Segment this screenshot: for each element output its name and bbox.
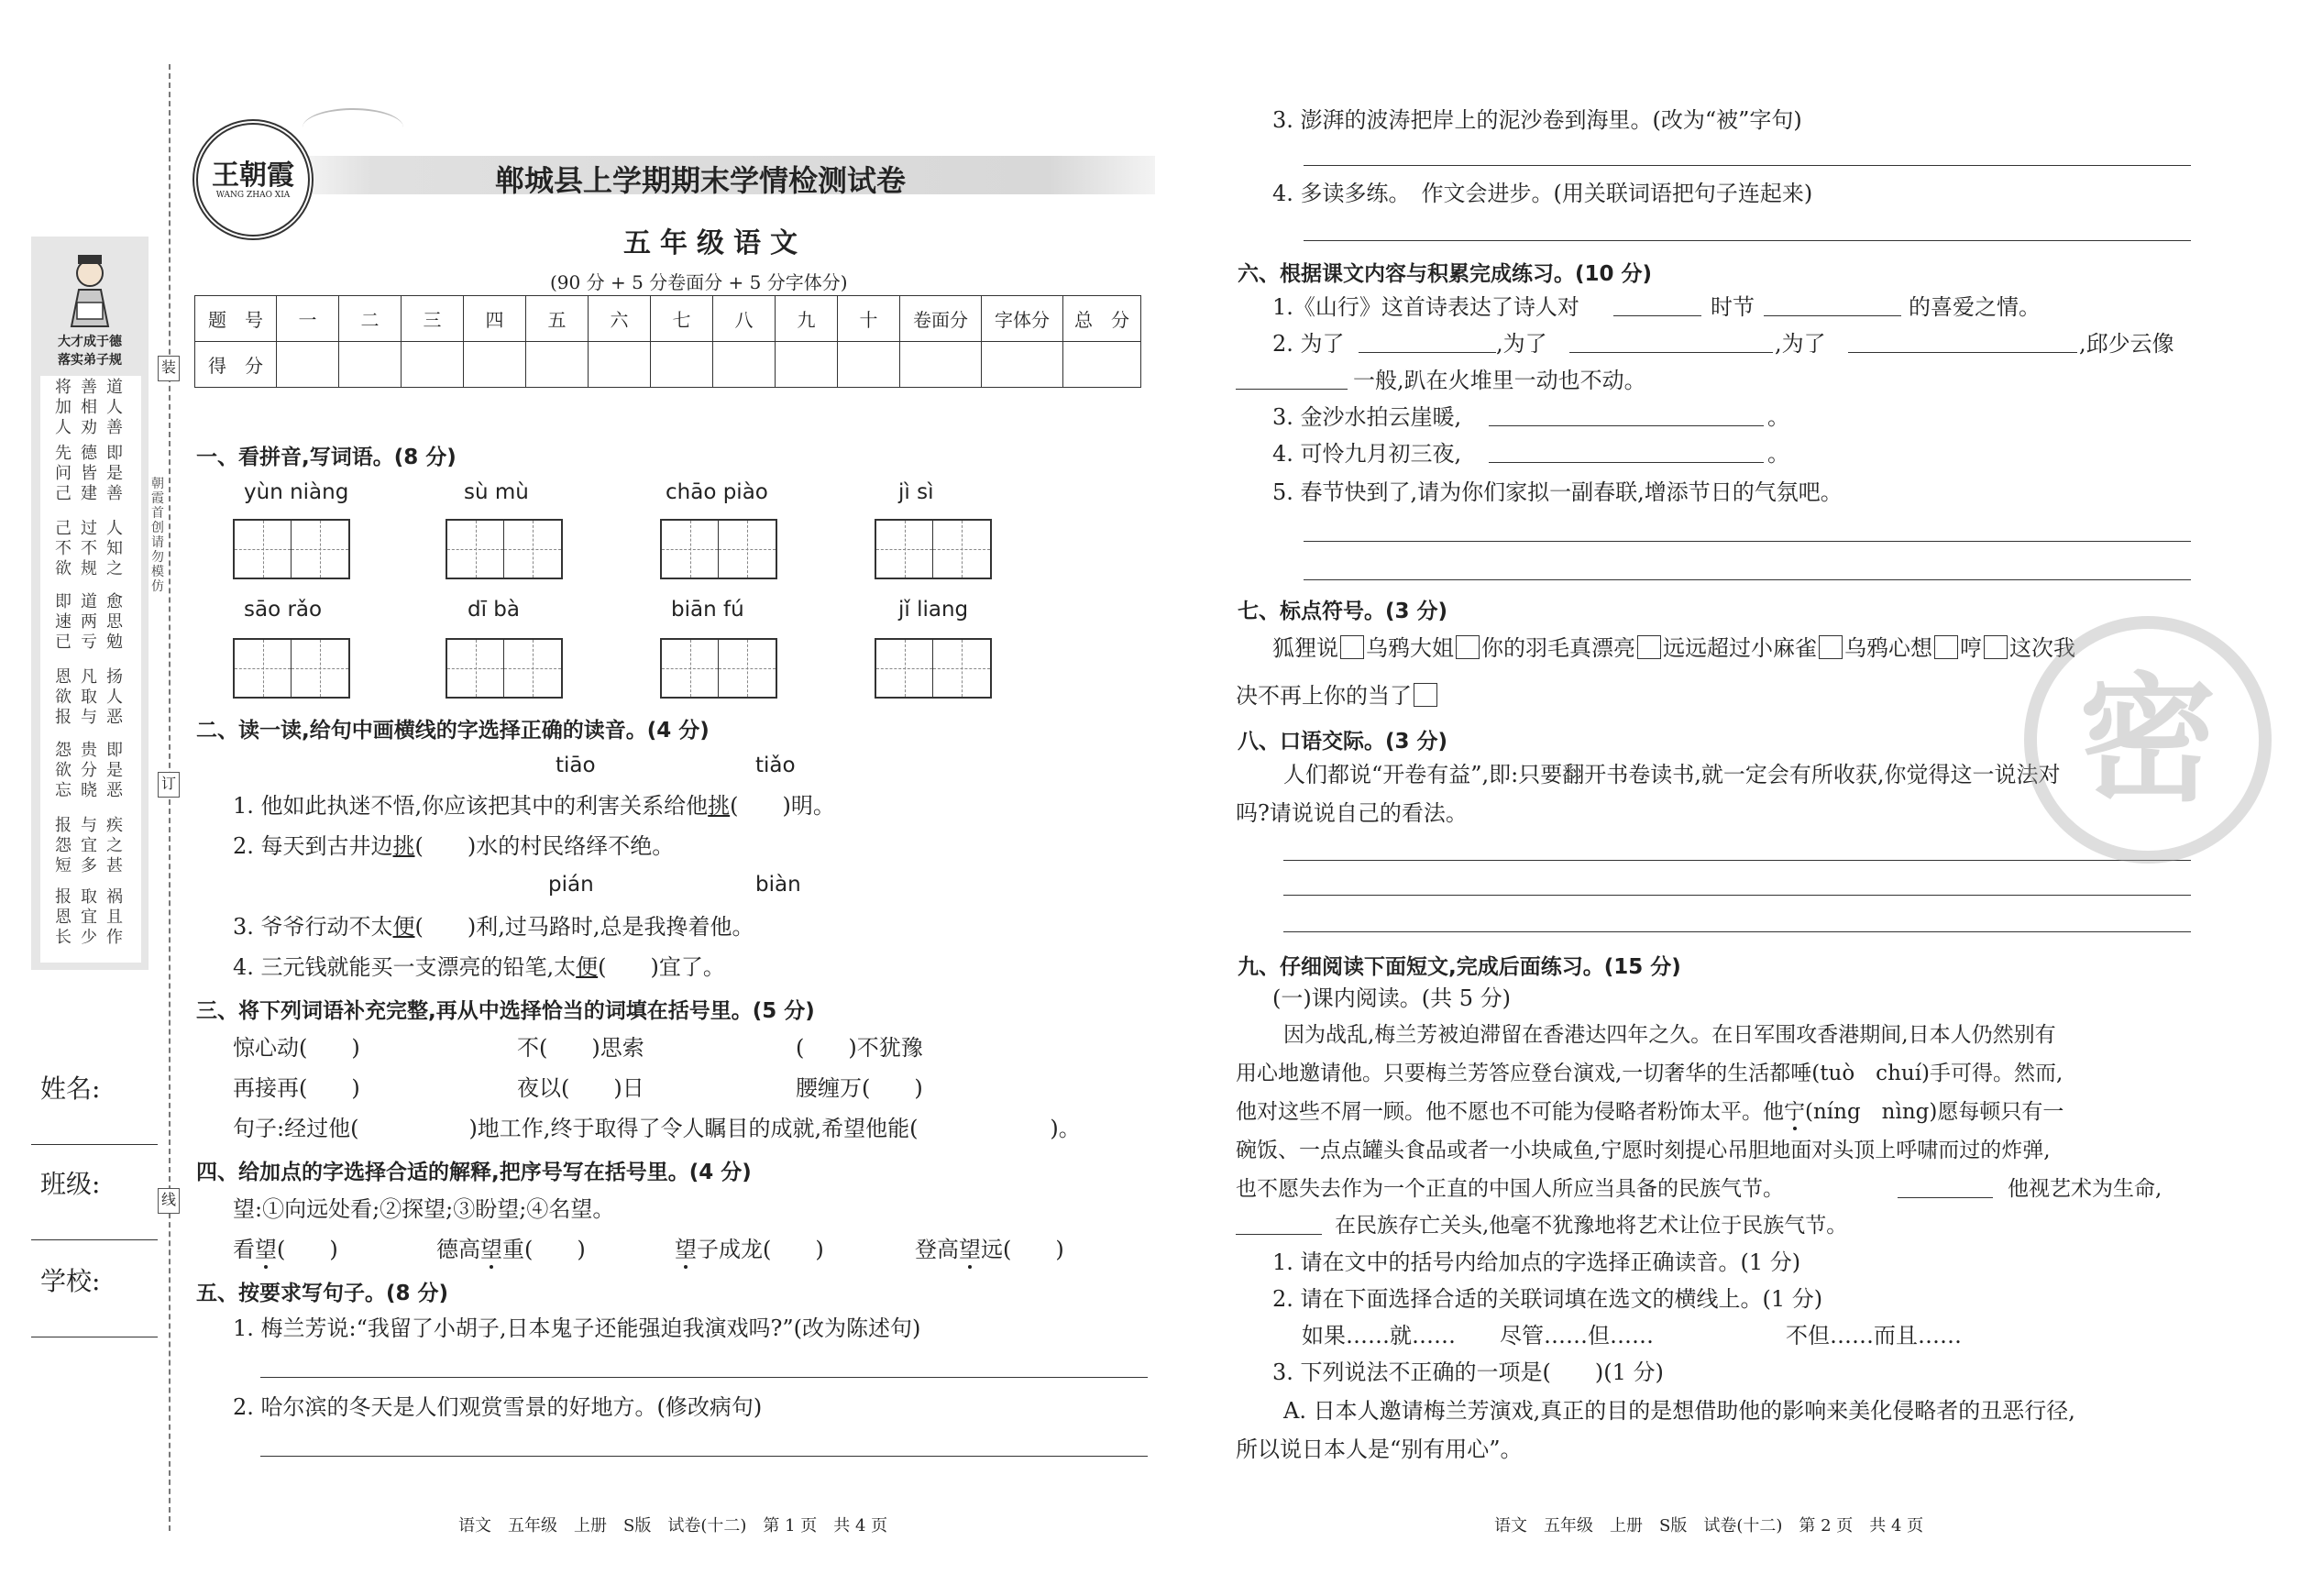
s7-sentence-2: 决不再上你的当了 bbox=[1236, 682, 1439, 710]
motto-col: 己不欲 bbox=[55, 519, 72, 578]
motto-col: 将加人 bbox=[55, 378, 72, 437]
s4-item: 德高望重( ) bbox=[436, 1237, 586, 1262]
punct-box[interactable] bbox=[1934, 635, 1958, 659]
score-table bbox=[194, 295, 1141, 388]
scholar-figure-icon bbox=[53, 246, 127, 328]
writing-grid[interactable] bbox=[233, 638, 350, 699]
section-3-title: 三、将下列词语补充完整,再从中选择恰当的词填在括号里。(5 分) bbox=[196, 999, 815, 1023]
s3-word: 夜以( )日 bbox=[517, 1075, 644, 1101]
motto-col: 贵分晓 bbox=[81, 741, 97, 800]
s7-sentence: 狐狸说 乌鸦大姐 你的羽毛真漂亮 远远超过小麻雀 乌鸦心想 哼 这次我 bbox=[1272, 635, 2075, 661]
answer-line[interactable] bbox=[1304, 541, 2191, 542]
s3-sentence: 句子:经过他( )地工作,终于取得了令人瞩目的成就,希望他能( )。 bbox=[233, 1116, 1081, 1141]
binding-mark-3: 线 bbox=[158, 1188, 180, 1214]
writing-grid[interactable] bbox=[446, 519, 563, 579]
motto-col: 即是恶 bbox=[106, 741, 123, 800]
blank[interactable] bbox=[1236, 1234, 1322, 1235]
motto-col: 祸且作 bbox=[106, 887, 123, 947]
s2-question-3: 3. 爷爷行动不太便( )利,过马路时,总是我搀着他。 bbox=[233, 914, 754, 940]
blank[interactable] bbox=[1848, 352, 2077, 353]
answer-line[interactable] bbox=[1304, 165, 2191, 166]
title-deco-ribbon bbox=[303, 108, 403, 147]
pinyin: jì sì bbox=[898, 480, 934, 504]
s6-end-mark: 。 bbox=[1767, 404, 1789, 430]
pinyin: yùn niàng bbox=[244, 480, 349, 504]
score-header: 八 bbox=[713, 296, 776, 342]
motto-col: 凡取与 bbox=[81, 667, 97, 727]
s3-word: ( )不犹豫 bbox=[796, 1035, 923, 1061]
s3-word: 腰缠万( ) bbox=[796, 1075, 923, 1101]
score-cell[interactable] bbox=[277, 342, 339, 388]
logo-text: 王朝霞 bbox=[212, 160, 294, 192]
confidential-stamp bbox=[2024, 616, 2272, 864]
pinyin: jǐ liang bbox=[898, 598, 969, 622]
motto-col: 即速已 bbox=[55, 592, 72, 652]
section-5-title: 五、按要求写句子。(8 分) bbox=[196, 1282, 449, 1305]
blank[interactable] bbox=[1359, 352, 1496, 353]
motto-col: 报怨短 bbox=[55, 816, 72, 875]
s5-question-4: 4. 多读多练。 作文会进步。(用关联词语把句子连起来) bbox=[1272, 181, 1813, 206]
motto-col: 道人善 bbox=[106, 378, 123, 437]
score-row-label: 得 分 bbox=[195, 342, 277, 388]
blank[interactable] bbox=[1489, 425, 1764, 426]
pinyin: sāo rǎo bbox=[244, 598, 323, 622]
s6-question-2c: ,为了 bbox=[1775, 331, 1826, 357]
score-cell[interactable] bbox=[713, 342, 776, 388]
class-label: 班级: bbox=[40, 1169, 101, 1199]
score-cell[interactable] bbox=[526, 342, 589, 388]
answer-line[interactable] bbox=[1283, 931, 2191, 932]
motto-col: 即是善 bbox=[106, 444, 123, 503]
s9-option-a: A. 日本人邀请梅兰芳演戏,真正的目的是想借助他的影响来美化侵略者的丑恶行径, bbox=[1283, 1398, 2075, 1424]
motto-col: 疾之甚 bbox=[106, 816, 123, 875]
motto-col: 恩欲报 bbox=[55, 667, 72, 727]
reading-line: 他对这些不屑一顾。他不愿也不可能为侵略者粉饰太平。他宁(níng nìng)愿每顿只有一 bbox=[1236, 1100, 2064, 1124]
binding-line bbox=[169, 64, 171, 1531]
s8-prompt: 人们都说“开卷有益”,即:只要翻开书卷读书,就一定会有所收获,你觉得这一说法对 bbox=[1283, 762, 2061, 787]
motto-col: 扬人恶 bbox=[106, 667, 123, 727]
motto-col: 先问己 bbox=[55, 444, 72, 503]
score-header: 三 bbox=[402, 296, 464, 342]
s4-item: 看望( ) bbox=[233, 1237, 338, 1262]
s2-question-2: 2. 每天到古井边挑( )水的村民络绎不绝。 bbox=[233, 833, 675, 859]
score-note: (90 分 + 5 分卷面分 + 5 分字体分) bbox=[550, 271, 848, 293]
subject-title: 五年级语文 bbox=[623, 227, 807, 259]
s9-question-1: 1. 请在文中的括号内给加点的字选择正确读音。(1 分) bbox=[1272, 1249, 1801, 1275]
answer-line[interactable] bbox=[260, 1377, 1148, 1378]
writing-grid[interactable] bbox=[875, 638, 992, 699]
s8-prompt-2: 吗?请说说自己的看法。 bbox=[1236, 800, 1468, 826]
s2-question-4: 4. 三元钱就能买一支漂亮的铅笔,太便( )宜了。 bbox=[233, 954, 725, 980]
pinyin-hint: tiǎo bbox=[755, 754, 796, 777]
motto-col: 人知之 bbox=[106, 519, 123, 578]
score-header: 九 bbox=[776, 296, 838, 342]
section-1-title: 一、看拼音,写词语。(8 分) bbox=[196, 446, 457, 469]
writing-grid[interactable] bbox=[660, 519, 777, 579]
reading-line: 碗饭、一点点罐头食品或者一小块咸鱼,宁愿时刻提心吊胆地面对头顶上呼啸而过的炸弹, bbox=[1236, 1139, 2051, 1162]
score-cell[interactable] bbox=[900, 342, 982, 388]
s6-question-2e: 一般,趴在火堆里一动也不动。 bbox=[1353, 368, 1646, 393]
s4-options: 望:①向远处看;②探望;③盼望;④名望。 bbox=[233, 1196, 615, 1222]
motto-col: 过不规 bbox=[81, 519, 97, 578]
section-6-title: 六、根据课文内容与积累完成练习。(10 分) bbox=[1238, 262, 1653, 286]
answer-line[interactable] bbox=[1283, 895, 2191, 896]
score-cell[interactable] bbox=[651, 342, 713, 388]
reading-line: 他视艺术为生命, bbox=[2008, 1177, 2162, 1201]
section-8-title: 八、口语交际。(3 分) bbox=[1238, 730, 1448, 754]
writing-grid[interactable] bbox=[875, 519, 992, 579]
punct-box[interactable] bbox=[1819, 635, 1843, 659]
footer-right: 语文 五年级 上册 S版 试卷(十二) 第 2 页 共 4 页 bbox=[1494, 1516, 1924, 1535]
pinyin-hint: tiāo bbox=[556, 754, 596, 777]
section-7-title: 七、标点符号。(3 分) bbox=[1238, 600, 1448, 623]
score-header: 六 bbox=[589, 296, 651, 342]
punct-box[interactable] bbox=[1984, 635, 2008, 659]
school-label: 学校: bbox=[40, 1266, 101, 1296]
brand-logo bbox=[193, 119, 314, 240]
logo-subtext: WANG ZHAO XIA bbox=[215, 191, 291, 200]
punct-box[interactable] bbox=[1340, 635, 1364, 659]
s5-question-3: 3. 澎湃的波涛把岸上的泥沙卷到海里。(改为“被”字句) bbox=[1272, 107, 1802, 133]
s3-word: 再接再( ) bbox=[233, 1075, 360, 1101]
s9-option: 尽管……但…… bbox=[1500, 1323, 1654, 1348]
score-header: 卷面分 bbox=[900, 296, 982, 342]
name-field[interactable] bbox=[31, 1144, 158, 1145]
score-cell[interactable] bbox=[464, 342, 526, 388]
motto-col: 道两亏 bbox=[81, 592, 97, 652]
s5-question-2: 2. 哈尔滨的冬天是人们观赏雪景的好地方。(修改病句) bbox=[233, 1394, 763, 1420]
name-label: 姓名: bbox=[40, 1073, 101, 1104]
score-cell[interactable] bbox=[1063, 342, 1141, 388]
reading-line: 也不愿失去作为一个正直的中国人所应当具备的民族气节。 bbox=[1236, 1177, 1784, 1201]
motto-col: 德皆建 bbox=[81, 444, 97, 503]
score-header: 总 分 bbox=[1063, 296, 1141, 342]
answer-line[interactable] bbox=[1283, 860, 2191, 861]
pinyin: dī bà bbox=[468, 598, 520, 622]
pinyin: chāo piào bbox=[666, 480, 768, 504]
punct-box[interactable] bbox=[1637, 635, 1661, 659]
s9-question-3: 3. 下列说法不正确的一项是( )(1 分) bbox=[1272, 1359, 1664, 1385]
score-header: 二 bbox=[339, 296, 402, 342]
motto-bottom: 落实弟子规 bbox=[58, 353, 122, 368]
blank[interactable] bbox=[1898, 1197, 1993, 1198]
score-header: 五 bbox=[526, 296, 589, 342]
score-header: 四 bbox=[464, 296, 526, 342]
binding-mark-1: 装 bbox=[158, 356, 180, 381]
motto-col: 与宜多 bbox=[81, 816, 97, 875]
s9-option: 不但……而且…… bbox=[1786, 1323, 1962, 1348]
exam-title: 郸城县上学期期末学情检测试卷 bbox=[495, 163, 907, 198]
vertical-note: 朝霞首创 请勿模仿 bbox=[151, 477, 164, 594]
s9-option: 如果……就…… bbox=[1302, 1323, 1456, 1348]
s6-question-2: 2. 为了 bbox=[1272, 331, 1345, 357]
writing-grid[interactable] bbox=[446, 638, 563, 699]
s6-end-mark: 。 bbox=[1767, 441, 1789, 467]
answer-line[interactable] bbox=[260, 1456, 1148, 1457]
section-4-title: 四、给加点的字选择合适的解释,把序号写在括号里。(4 分) bbox=[196, 1161, 752, 1184]
score-cell[interactable] bbox=[982, 342, 1063, 388]
reading-line: 在民族存亡关头,他毫不犹豫地将艺术让位于民族气节。 bbox=[1335, 1214, 1848, 1238]
s4-item: 望子成龙( ) bbox=[675, 1237, 824, 1262]
reading-line: 因为战乱,梅兰芳被迫滞留在香港达四年之久。在日军围攻香港期间,日本人仍然别有 bbox=[1283, 1023, 2056, 1047]
section-2-title: 二、读一读,给句中画横线的字选择正确的读音。(4 分) bbox=[196, 719, 710, 743]
score-cell[interactable] bbox=[589, 342, 651, 388]
score-header: 一 bbox=[277, 296, 339, 342]
s6-question-2d: ,邱少云像 bbox=[2079, 331, 2174, 357]
s6-question-5: 5. 春节快到了,请为你们家拟一副春联,增添节日的气氛吧。 bbox=[1272, 479, 1843, 505]
blank[interactable] bbox=[1764, 315, 1901, 316]
reading-line: 用心地邀请他。只要梅兰芳答应登台演戏,一切奢华的生活都唾(tuò chuí)手可得。然而, bbox=[1236, 1062, 2063, 1085]
s5-question-1: 1. 梅兰芳说:“我留了小胡子,日本鬼子还能强迫我演戏吗?”(改为陈述句) bbox=[233, 1315, 921, 1341]
motto-col: 取宜少 bbox=[81, 887, 97, 947]
punct-box[interactable] bbox=[1456, 635, 1480, 659]
pinyin-hint: biàn bbox=[755, 873, 801, 897]
class-field[interactable] bbox=[31, 1239, 158, 1240]
blank[interactable] bbox=[1489, 462, 1764, 463]
pinyin-hint: pián bbox=[548, 873, 594, 897]
stamp-text: 密 bbox=[2078, 659, 2217, 820]
s2-question-1: 1. 他如此执迷不悟,你应该把其中的利害关系给他挑( )明。 bbox=[233, 793, 835, 819]
blank[interactable] bbox=[1236, 389, 1348, 390]
motto-col: 愈思勉 bbox=[106, 592, 123, 652]
score-cell[interactable] bbox=[838, 342, 900, 388]
s4-item: 登高望远( ) bbox=[915, 1237, 1064, 1262]
answer-line[interactable] bbox=[1304, 240, 2191, 241]
binding-mark-2: 订 bbox=[158, 772, 180, 798]
s3-word: 不( )思索 bbox=[517, 1035, 644, 1061]
score-header: 字体分 bbox=[982, 296, 1063, 342]
section-9-title: 九、仔细阅读下面短文,完成后面练习。(15 分) bbox=[1238, 955, 1681, 979]
s6-question-3: 3. 金沙水拍云崖暖, bbox=[1272, 404, 1462, 430]
score-cell[interactable] bbox=[402, 342, 464, 388]
score-header: 七 bbox=[651, 296, 713, 342]
footer-left: 语文 五年级 上册 S版 试卷(十二) 第 1 页 共 4 页 bbox=[458, 1516, 888, 1535]
motto-top: 大才成于德 bbox=[58, 335, 122, 349]
s6-question-1: 1.《山行》这首诗表达了诗人对 bbox=[1272, 294, 1579, 320]
score-cell[interactable] bbox=[776, 342, 838, 388]
s6-question-4: 4. 可怜九月初三夜, bbox=[1272, 441, 1462, 467]
blank[interactable] bbox=[1613, 315, 1701, 316]
motto-col: 怨欲忘 bbox=[55, 741, 72, 800]
writing-grid[interactable] bbox=[233, 519, 350, 579]
s9-sub: (一)课内阅读。(共 5 分) bbox=[1272, 985, 1511, 1011]
s6-question-1b: 时节 bbox=[1711, 294, 1755, 320]
pinyin: biān fú bbox=[671, 598, 744, 622]
s9-option-a-2: 所以说日本人是“别有用心”。 bbox=[1236, 1436, 1523, 1462]
blank[interactable] bbox=[1569, 352, 1773, 353]
score-header: 题 号 bbox=[195, 296, 277, 342]
s6-question-2b: ,为了 bbox=[1496, 331, 1547, 357]
s6-question-1c: 的喜爱之情。 bbox=[1909, 294, 2041, 320]
score-cell[interactable] bbox=[339, 342, 402, 388]
pinyin: sù mù bbox=[464, 480, 529, 504]
answer-line[interactable] bbox=[1304, 579, 2191, 580]
s9-question-2: 2. 请在下面选择合适的关联词填在选文的横线上。(1 分) bbox=[1272, 1286, 1823, 1312]
s3-word: 惊心动( ) bbox=[233, 1035, 360, 1061]
motto-col: 报恩长 bbox=[55, 887, 72, 947]
motto-col: 善相劝 bbox=[81, 378, 97, 437]
writing-grid[interactable] bbox=[660, 638, 777, 699]
score-header: 十 bbox=[838, 296, 900, 342]
punct-box[interactable] bbox=[1414, 683, 1437, 707]
